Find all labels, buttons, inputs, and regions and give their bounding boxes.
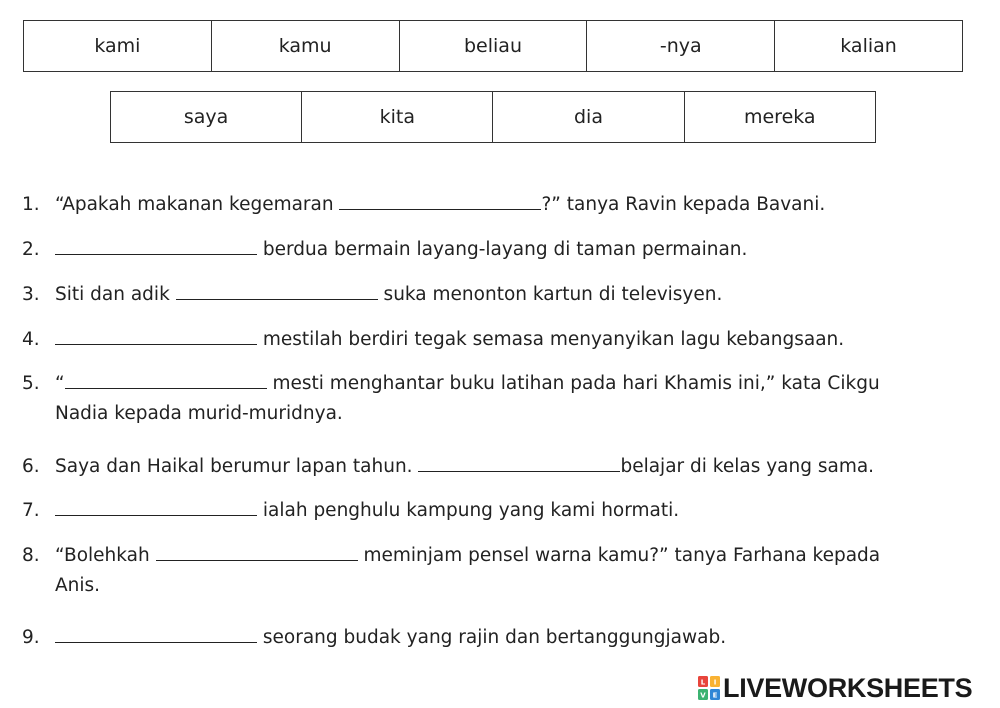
word-kita: kita — [302, 92, 493, 143]
question-7 — [22, 496, 679, 526]
question-9 — [22, 623, 726, 653]
question-continuation: Anis. — [55, 575, 101, 596]
question-3 — [22, 280, 722, 310]
answer-blank-9[interactable] — [55, 641, 257, 643]
question-text-after: berdua bermain layang-layang di taman permainan. — [257, 239, 748, 260]
svg-text:I: I — [713, 678, 717, 687]
word-mereka: mereka — [684, 92, 875, 143]
question-6 — [22, 452, 874, 482]
question-number: 1. — [22, 194, 40, 215]
answer-blank-3[interactable] — [176, 298, 378, 300]
word-kamu: kamu — [211, 21, 399, 72]
answer-blank-6[interactable] — [418, 470, 620, 472]
word-kalian: kalian — [775, 21, 963, 72]
answer-blank-1[interactable] — [339, 208, 541, 210]
question-text-before: Saya dan Haikal berumur lapan tahun. — [55, 456, 419, 477]
word-kami: kami — [24, 21, 212, 72]
question-text-after: ialah penghulu kampung yang kami hormati. — [257, 500, 680, 521]
question-number: 3. — [22, 284, 40, 305]
question-text-after: seorang budak yang rajin dan bertanggungjawab. — [257, 627, 727, 648]
question-number: 2. — [22, 239, 40, 260]
liveworksheets-logo[interactable] — [698, 672, 994, 704]
answer-blank-8[interactable] — [156, 559, 358, 561]
question-text-before: “Bolehkah — [55, 545, 156, 566]
question-text-after: meminjam pensel warna kamu?” tanya Farhana kepada — [357, 545, 881, 566]
question-1 — [22, 190, 825, 220]
answer-blank-2[interactable] — [55, 253, 257, 255]
question-number: 8. — [22, 545, 40, 566]
word-saya: saya — [111, 92, 302, 143]
question-number: 6. — [22, 456, 40, 477]
question-2 — [22, 235, 747, 265]
question-number: 7. — [22, 500, 40, 521]
question-number: 5. — [22, 373, 40, 394]
question-text-before: “ — [55, 373, 65, 394]
word-bank-row-2 — [110, 91, 876, 143]
question-8 — [22, 541, 880, 601]
question-text-after: mestilah berdiri tegak semasa menyanyikan lagu kebangsaan. — [257, 329, 845, 350]
question-text-after: suka menonton kartun di televisyen. — [377, 284, 723, 305]
question-number: 9. — [22, 627, 40, 648]
svg-text:L: L — [700, 678, 706, 687]
question-text-after: ?” tanya Ravin kepada Bavani. — [541, 194, 826, 215]
logo-text: LIVEWORKSHEETS — [723, 673, 973, 703]
word-nya: -nya — [587, 21, 775, 72]
question-continuation: Nadia kepada murid-muridnya. — [55, 403, 343, 424]
svg-text:V: V — [700, 691, 706, 700]
question-number: 4. — [22, 329, 40, 350]
answer-blank-7[interactable] — [55, 514, 257, 516]
question-text-after: mesti menghantar buku latihan pada hari Khamis ini,” kata Cikgu — [266, 373, 880, 394]
word-dia: dia — [493, 92, 684, 143]
liveworksheets-logo-icon — [698, 676, 720, 700]
word-beliau: beliau — [399, 21, 587, 72]
svg-text:E: E — [712, 691, 718, 700]
question-text-before: “Apakah makanan kegemaran — [55, 194, 340, 215]
question-text-after: belajar di kelas yang sama. — [620, 456, 875, 477]
question-text-before: Siti dan adik — [55, 284, 176, 305]
word-bank-row-1 — [23, 20, 963, 72]
question-5 — [22, 369, 880, 429]
answer-blank-4[interactable] — [55, 343, 257, 345]
question-4 — [22, 325, 844, 355]
answer-blank-5[interactable] — [65, 387, 267, 389]
